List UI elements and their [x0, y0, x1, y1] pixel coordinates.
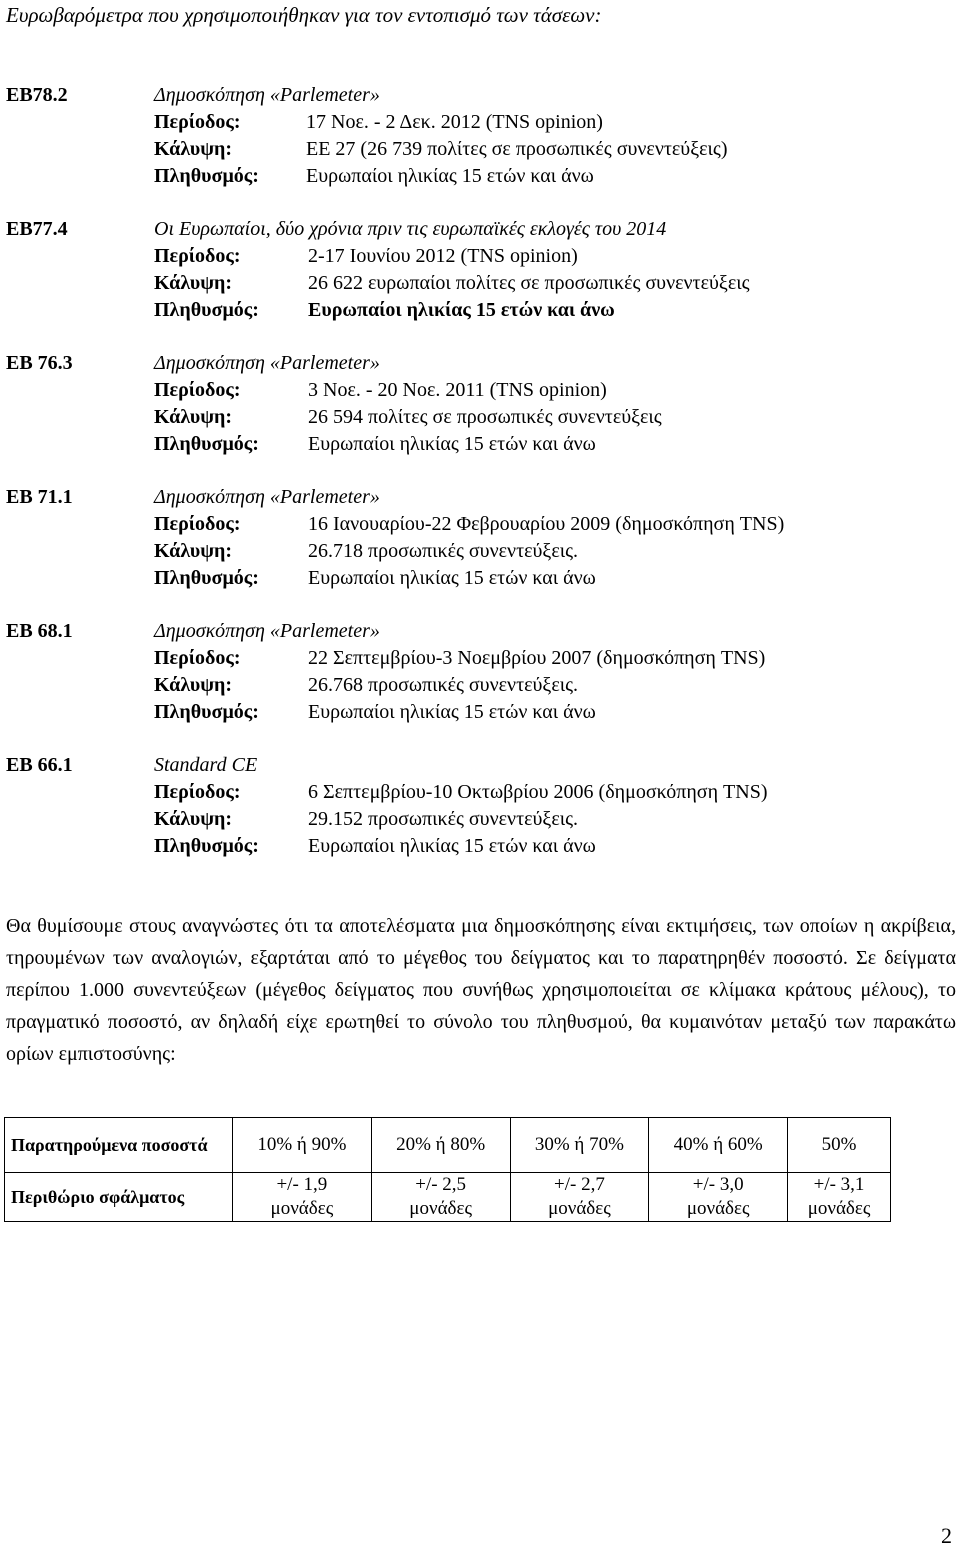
coverage-value: 26 594 πολίτες σε προσωπικές συνεντεύξεις: [308, 406, 662, 428]
observed-cell: 20% ή 80%: [371, 1118, 510, 1173]
population-value: Ευρωπαίοι ηλικίας 15 ετών και άνω: [308, 299, 615, 321]
survey-title: Δημοσκόπηση «Parlemeter»: [154, 84, 380, 106]
population-label: Πληθυσμός:: [154, 701, 259, 723]
margin-cell: [233, 1173, 372, 1222]
survey-title: Οι Ευρωπαίοι, δύο χρόνια πριν τις ευρωπαϊκές εκλογές του 2014: [154, 218, 667, 240]
coverage-label: Κάλυψη:: [154, 808, 233, 830]
period-value: 16 Ιανουαρίου-22 Φεβρουαρίου 2009 (δημοσκόπηση TNS): [308, 513, 785, 535]
period-label: Περίοδος:: [154, 513, 241, 535]
population-value: Ευρωπαίοι ηλικίας 15 ετών και άνω: [308, 701, 596, 723]
period-value: 3 Νοε. - 20 Νοε. 2011 (TNS opinion): [308, 379, 607, 401]
population-value: Ευρωπαίοι ηλικίας 15 ετών και άνω: [308, 567, 596, 589]
coverage-label: Κάλυψη:: [154, 674, 233, 696]
margin-value: +/- 1,9: [276, 1174, 328, 1195]
coverage-value: 29.152 προσωπικές συνεντεύξεις.: [308, 808, 579, 830]
margin-unit: μονάδες: [270, 1198, 334, 1219]
period-value: 2-17 Ιουνίου 2012 (TNS opinion): [308, 245, 578, 267]
coverage-label: Κάλυψη:: [154, 272, 233, 294]
margin-header: Περιθώριο σφάλματος: [5, 1173, 233, 1222]
observed-header: Παρατηρούμενα ποσοστά: [5, 1118, 233, 1173]
page-title: Ευρωβαρόμετρα που χρησιμοποιήθηκαν για τον εντοπισμό των τάσεων:: [6, 3, 602, 27]
coverage-label: Κάλυψη:: [154, 540, 233, 562]
population-label: Πληθυσμός:: [154, 299, 259, 321]
period-value: 6 Σεπτεμβρίου-10 Οκτωβρίου 2006 (δημοσκόπηση TNS): [308, 781, 768, 803]
margin-of-error-table: [4, 1117, 891, 1222]
survey-title: Δημοσκόπηση «Parlemeter»: [154, 620, 380, 642]
survey-code: EB 76.3: [6, 352, 73, 374]
period-label: Περίοδος:: [154, 647, 241, 669]
population-label: Πληθυσμός:: [154, 433, 259, 455]
coverage-value: 26 622 ευρωπαίοι πολίτες σε προσωπικές συνεντεύξεις: [308, 272, 750, 294]
survey-title: Δημοσκόπηση «Parlemeter»: [154, 486, 380, 508]
page-number: 2: [941, 1523, 952, 1548]
margin-unit: μονάδες: [548, 1198, 611, 1219]
population-label: Πληθυσμός:: [154, 835, 259, 857]
population-value: Ευρωπαίοι ηλικίας 15 ετών και άνω: [306, 165, 594, 187]
margin-cell: [371, 1173, 510, 1222]
observed-cell: 50%: [788, 1118, 891, 1173]
margin-value: +/- 3,1: [813, 1174, 865, 1195]
period-label: Περίοδος:: [154, 111, 241, 133]
margin-unit: μονάδες: [807, 1198, 871, 1219]
coverage-value: 26.768 προσωπικές συνεντεύξεις.: [308, 674, 579, 696]
survey-title: Δημοσκόπηση «Parlemeter»: [154, 352, 380, 374]
margin-value: +/- 3,0: [692, 1174, 744, 1195]
survey-code: EB77.4: [6, 218, 68, 240]
survey-code: EB 68.1: [6, 620, 73, 642]
population-label: Πληθυσμός:: [154, 165, 259, 187]
table-row: [5, 1118, 891, 1173]
margin-unit: μονάδες: [409, 1198, 472, 1219]
observed-cell: 30% ή 70%: [510, 1118, 649, 1173]
survey-code: EB78.2: [6, 84, 68, 106]
coverage-value: 26.718 προσωπικές συνεντεύξεις.: [308, 540, 579, 562]
observed-cell: 10% ή 90%: [233, 1118, 372, 1173]
margin-cell: [649, 1173, 788, 1222]
population-value: Ευρωπαίοι ηλικίας 15 ετών και άνω: [308, 433, 596, 455]
period-value: 17 Νοε. - 2 Δεκ. 2012 (TNS opinion): [306, 111, 603, 133]
survey-code: EB 71.1: [6, 486, 73, 508]
period-label: Περίοδος:: [154, 379, 241, 401]
margin-value: +/- 2,7: [554, 1174, 605, 1195]
population-value: Ευρωπαίοι ηλικίας 15 ετών και άνω: [308, 835, 596, 857]
observed-cell: 40% ή 60%: [649, 1118, 788, 1173]
margin-value: +/- 2,5: [415, 1174, 467, 1195]
coverage-label: Κάλυψη:: [154, 406, 233, 428]
survey-title: Standard CE: [154, 754, 258, 776]
coverage-value: ΕΕ 27 (26 739 πολίτες σε προσωπικές συνεντεύξεις): [306, 138, 728, 160]
period-value: 22 Σεπτεμβρίου-3 Νοεμβρίου 2007 (δημοσκόπηση TNS): [308, 647, 766, 669]
table-row: [5, 1173, 891, 1222]
margin-cell: [510, 1173, 649, 1222]
margin-unit: μονάδες: [686, 1198, 750, 1219]
population-label: Πληθυσμός:: [154, 567, 259, 589]
confidence-note: Θα θυμίσουμε στους αναγνώστες ότι τα αποτελέσματα μια δημοσκόπησης είναι εκτιμήσεις, των οποίων η ακρίβεια, τηρουμένων των αναλογιών, εξαρτάται από το μέγεθος του δείγματος και το παρατηρηθέν ποσοστό. Σε δείγματα περίπου 1.000 συνεντεύξεων (μέγεθος δείγματος που συνήθως χρησιμοποιείται σε κλίμακα κράτους μέλους), το πραγματικό ποσοστό, αν δηλαδή είχε ερωτηθεί το σύνολο του πληθυσμού, θα κυμαινόταν μεταξύ των παρακάτω ορίων εμπιστοσύνης:: [6, 915, 956, 1065]
coverage-label: Κάλυψη:: [154, 138, 233, 160]
margin-cell: [788, 1173, 891, 1222]
period-label: Περίοδος:: [154, 781, 241, 803]
period-label: Περίοδος:: [154, 245, 241, 267]
survey-code: EB 66.1: [6, 754, 73, 776]
